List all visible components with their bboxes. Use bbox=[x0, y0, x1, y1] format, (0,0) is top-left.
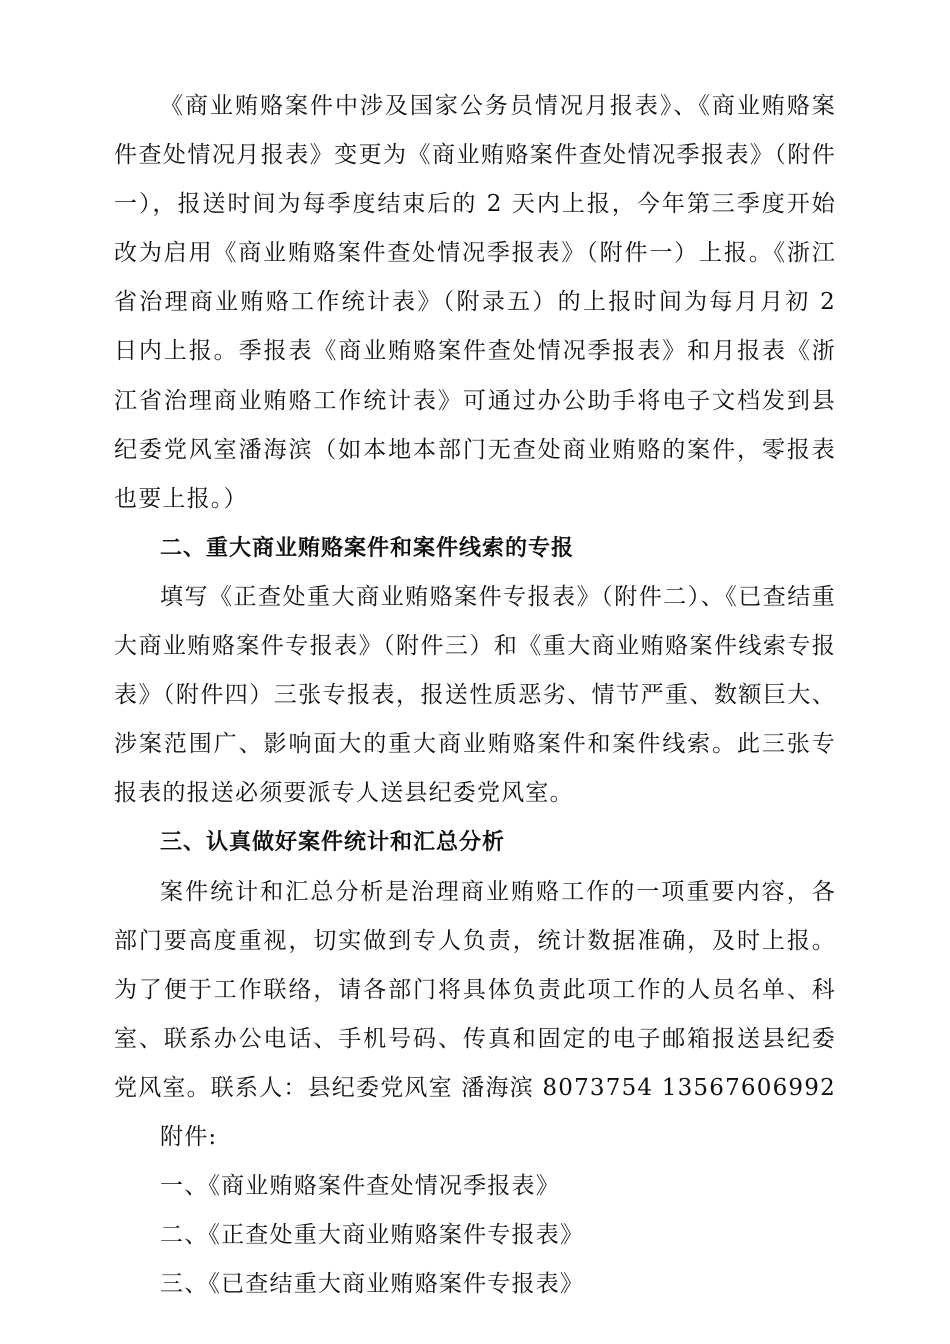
attachments-label: 附件: bbox=[160, 1123, 218, 1150]
paragraph-reporting-change: 《商业贿赂案件中涉及国家公务员情况月报表》、《商业贿赂案件查处情况月报表》变更为《商业贿赂案件查处情况季报表》（附件一），报送时间为每季度结束后的 2 天内上报，今年第三季度开始改为启用《商业贿赂案件查处情况季报表》（附件一）上报。《浙江省治理商业贿赂工作统计表》（附录五）的上报时间为每月月初 2 日内上报。季报表《商业贿赂案件查处情况季报表》和月报表《浙江省治理商业贿赂工作统计表》可通过办公助手将电子文档发到县纪委党风室潘海滨（如本地本部门无查处商业贿赂的案件，零报表也要上报。） bbox=[114, 93, 836, 512]
document-page bbox=[114, 82, 836, 1309]
paragraph-special-reports: 填写《正查处重大商业贿赂案件专报表》（附件二）、《已查结重大商业贿赂案件专报表》（附件三）和《重大商业贿赂案件线索专报表》（附件四）三张专报表，报送性质恶劣、情节严重、数额巨大、涉案范围广、影响面大的重大商业贿赂案件和案件线索。此三张专报表的报送必须要派专人送县纪委党风室。 bbox=[114, 583, 836, 807]
section-heading-2: 二、重大商业贿赂案件和案件线索的专报 bbox=[160, 535, 575, 561]
attachment-item-3: 三、《已查结重大商业贿赂案件专报表》 bbox=[160, 1271, 585, 1298]
paragraph-statistics: 案件统计和汇总分析是治理商业贿赂工作的一项重要内容，各部门要高度重视，切实做到专人负责，统计数据准确，及时上报。为了便于工作联络，请各部门将具体负责此项工作的人员名单、科室、联系办公电话、手机号码、传真和固定的电子邮箱报送县纪委党风室。联系人：县纪委党风室 潘海滨 8073754 13567606992 bbox=[114, 878, 836, 1101]
attachment-item-1: 一、《商业贿赂案件查处情况季报表》 bbox=[160, 1173, 560, 1200]
attachment-item-2: 二、《正查处重大商业贿赂案件专报表》 bbox=[160, 1222, 585, 1249]
section-heading-3: 三、认真做好案件统计和汇总分析 bbox=[160, 830, 506, 856]
